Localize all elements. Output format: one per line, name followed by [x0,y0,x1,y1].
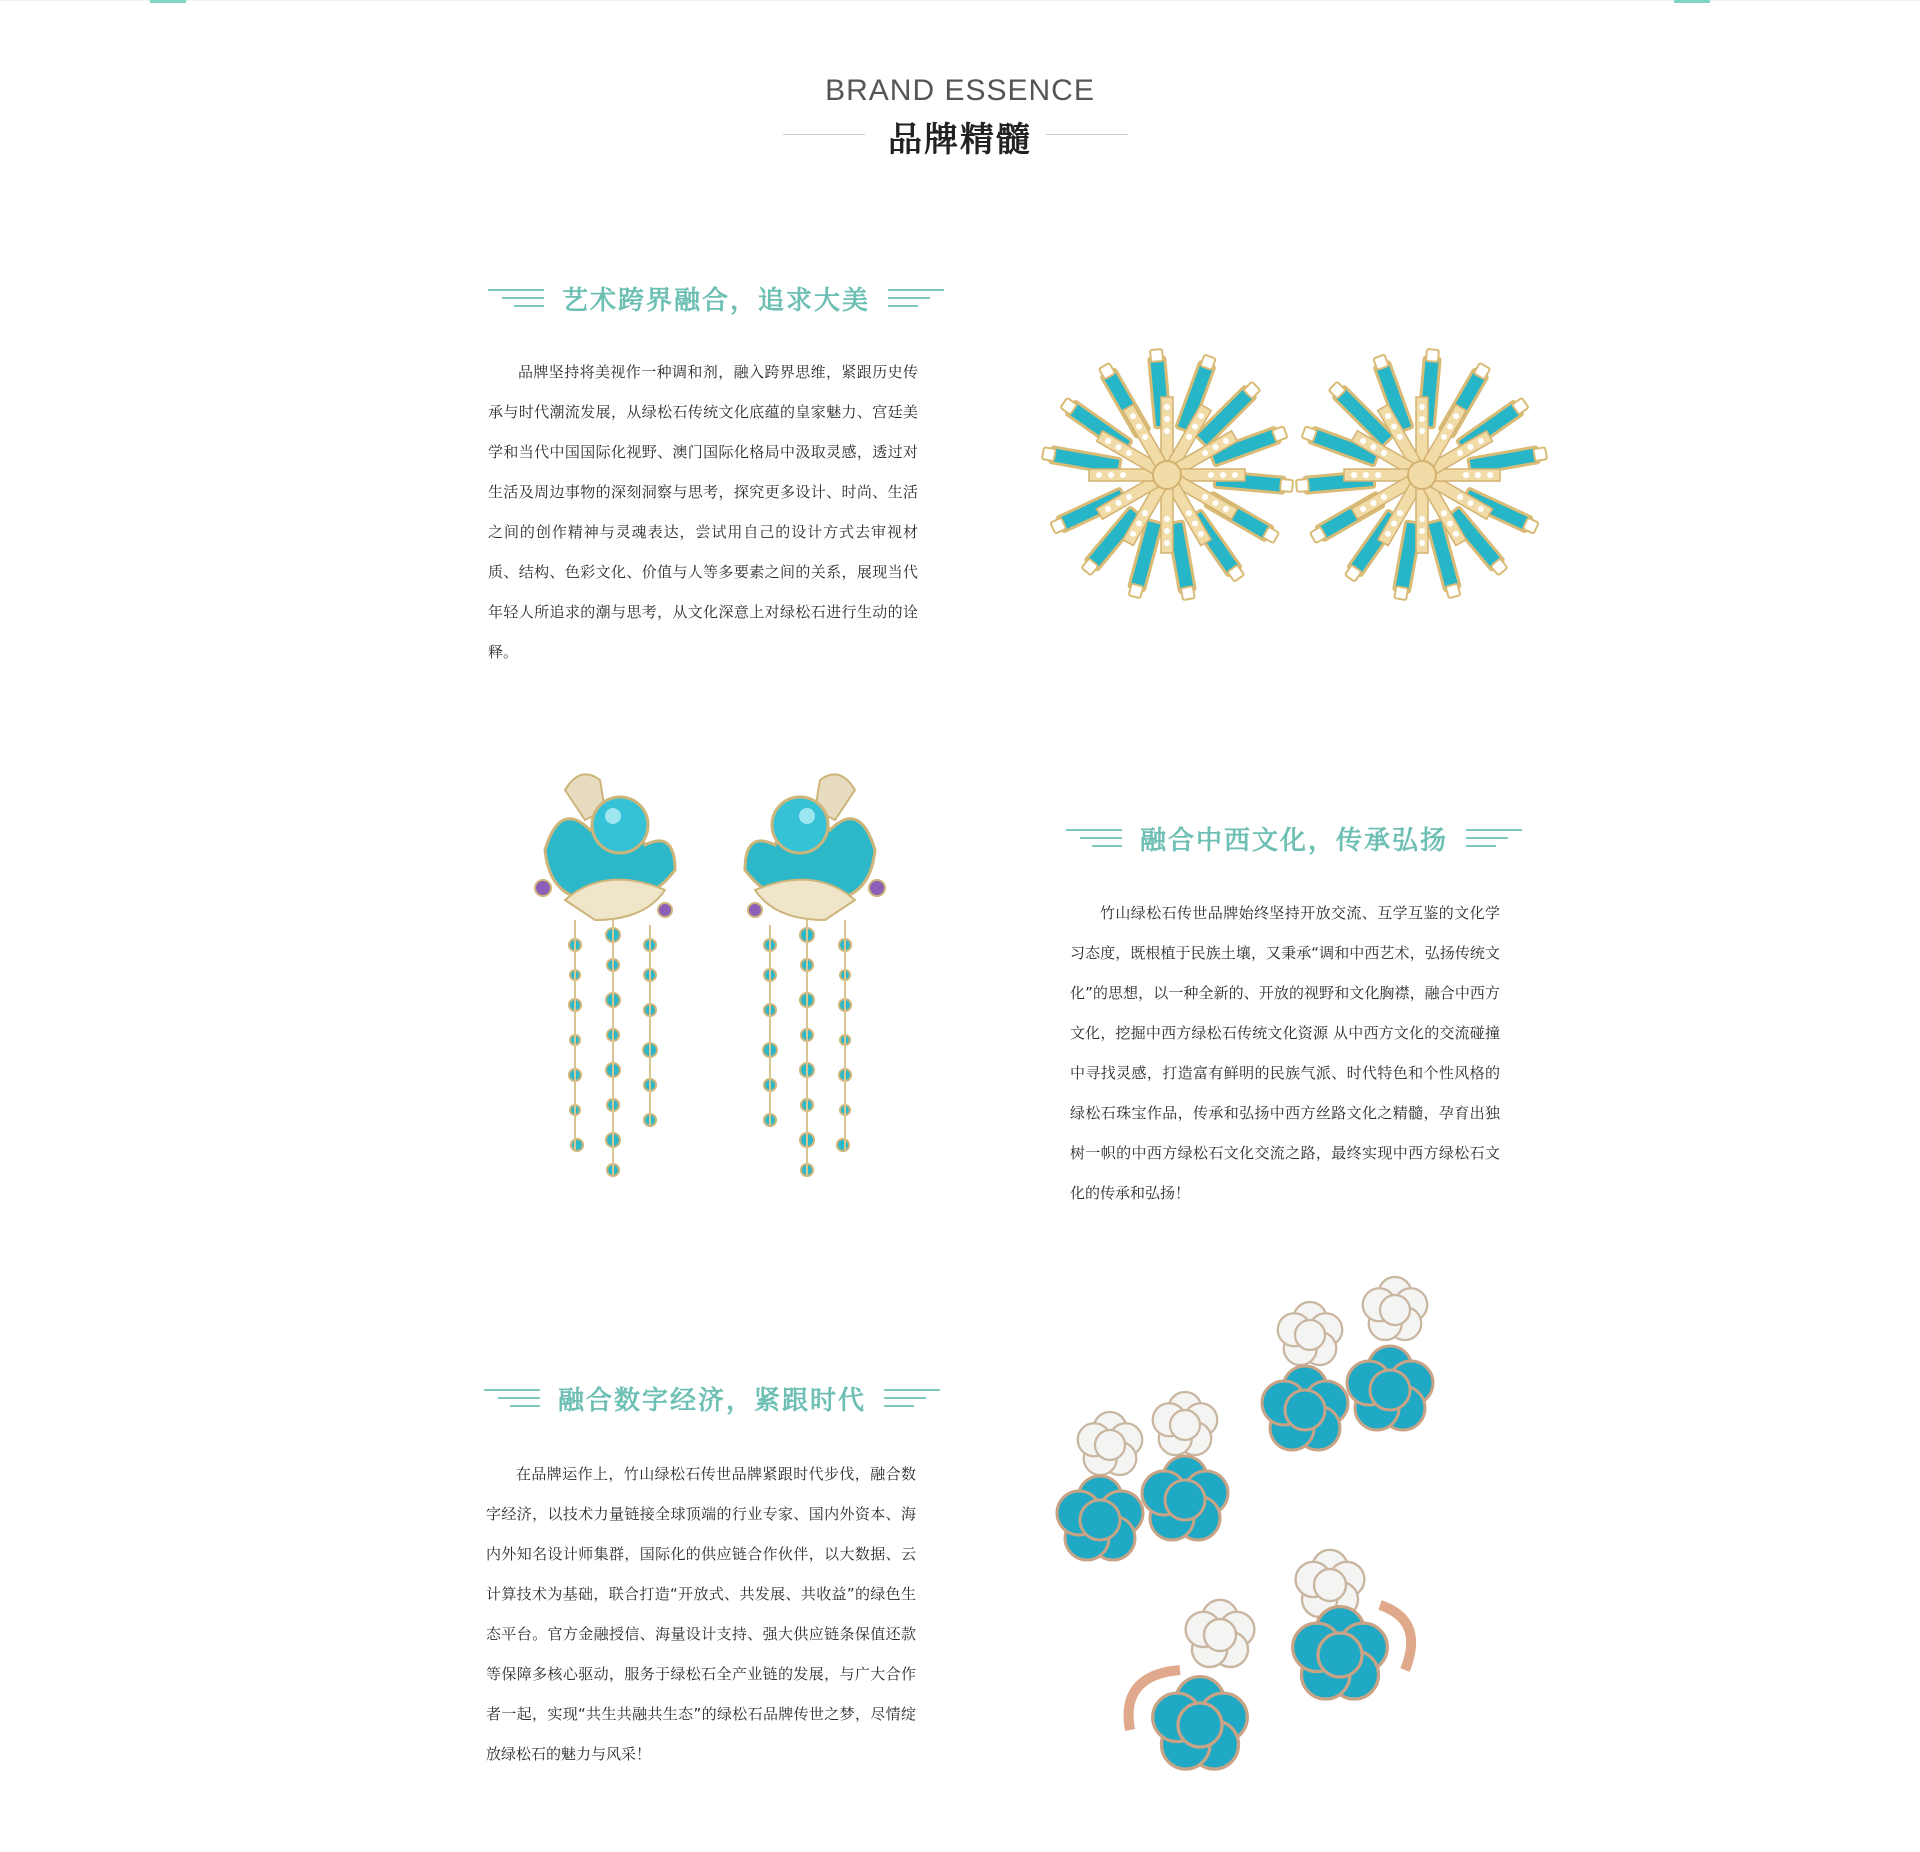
header-cn-title: 品牌精髓 [888,120,1032,160]
top-border [0,0,1920,1]
section-1-title [488,278,944,318]
clover-jewelry-svg [1050,1275,1450,1815]
top-accent-right [1674,0,1710,3]
section-3-title [484,1378,940,1418]
page-header [0,74,1920,158]
section-2-title-text: 融合中西文化，传承弘扬 [1140,825,1449,856]
title-deco-right [888,289,944,307]
sunburst-earrings-image [1032,335,1552,625]
sunburst-earrings-svg [1032,335,1552,625]
top-accent-left [150,0,186,3]
header-rule-right [1046,134,1128,135]
drop-earrings-image [515,750,915,1270]
drop-earrings-svg [515,750,915,1270]
clover-jewelry-image [1050,1275,1450,1815]
section-3-title-text: 融合数字经济，紧跟时代 [558,1385,867,1416]
title-deco-left [488,289,544,307]
section-1-title-text: 艺术跨界融合，追求大美 [562,285,871,316]
title-deco-right [884,1389,940,1407]
title-deco-right [1466,829,1522,847]
section-1-body: 品牌坚持将美视作一种调和剂，融入跨界思维，紧跟历史传承与时代潮流发展，从绿松石传统文化底蕴的皇家魅力、宫廷美学和当代中国国际化视野、澳门国际化格局中汲取灵感，透过对生活及周边事物的深刻洞察与思考，探究更多设计、时尚、生活之间的创作精神与灵魂表达，尝试用自己的设计方式去审视材质、结构、色彩文化、价值与人等多要素之间的关系，展现当代年轻人所追求的潮与思考，从文化深意上对绿松石进行生动的诠释。 [488,363,918,661]
header-rule-left [783,134,865,135]
section-3-body: 在品牌运作上，竹山绿松石传世品牌紧跟时代步伐，融合数字经济，以技术力量链接全球顶端的行业专家、国内外资本、海内外知名设计师集群，国际化的供应链合作伙伴，以大数据、云计算技术为基础，联合打造“开放式、共发展、共收益”的绿色生态平台。官方金融授信、海量设计支持、强大供应链条保值还款等保障多核心驱动，服务于绿松石全产业链的发展，与广大合作者一起，实现“共生共融共生态”的绿松石品牌传世之梦，尽情绽放绿松石的魅力与风采！ [486,1465,916,1763]
title-deco-left [1066,829,1122,847]
section-2-title [1066,818,1522,858]
header-en-title: BRAND ESSENCE [825,74,1095,107]
title-deco-left [484,1389,540,1407]
header-cn-row [0,112,1920,158]
section-2-body: 竹山绿松石传世品牌始终坚持开放交流、互学互鉴的文化学习态度，既根植于民族土壤，又秉承“调和中西艺术，弘扬传统文化”的思想，以一种全新的、开放的视野和文化胸襟，融合中西方文化，挖掘中西方绿松石传统文化资源 从中西方文化的交流碰撞中寻找灵感，打造富有鲜明的民族气派、时代特色和个性风格的绿松石珠宝作品，传承和弘扬中西方丝路文化之精髓，孕育出独树一帜的中西方绿松石文化交流之路，最终实现中西方绿松石文化的传承和弘扬！ [1070,904,1500,1202]
